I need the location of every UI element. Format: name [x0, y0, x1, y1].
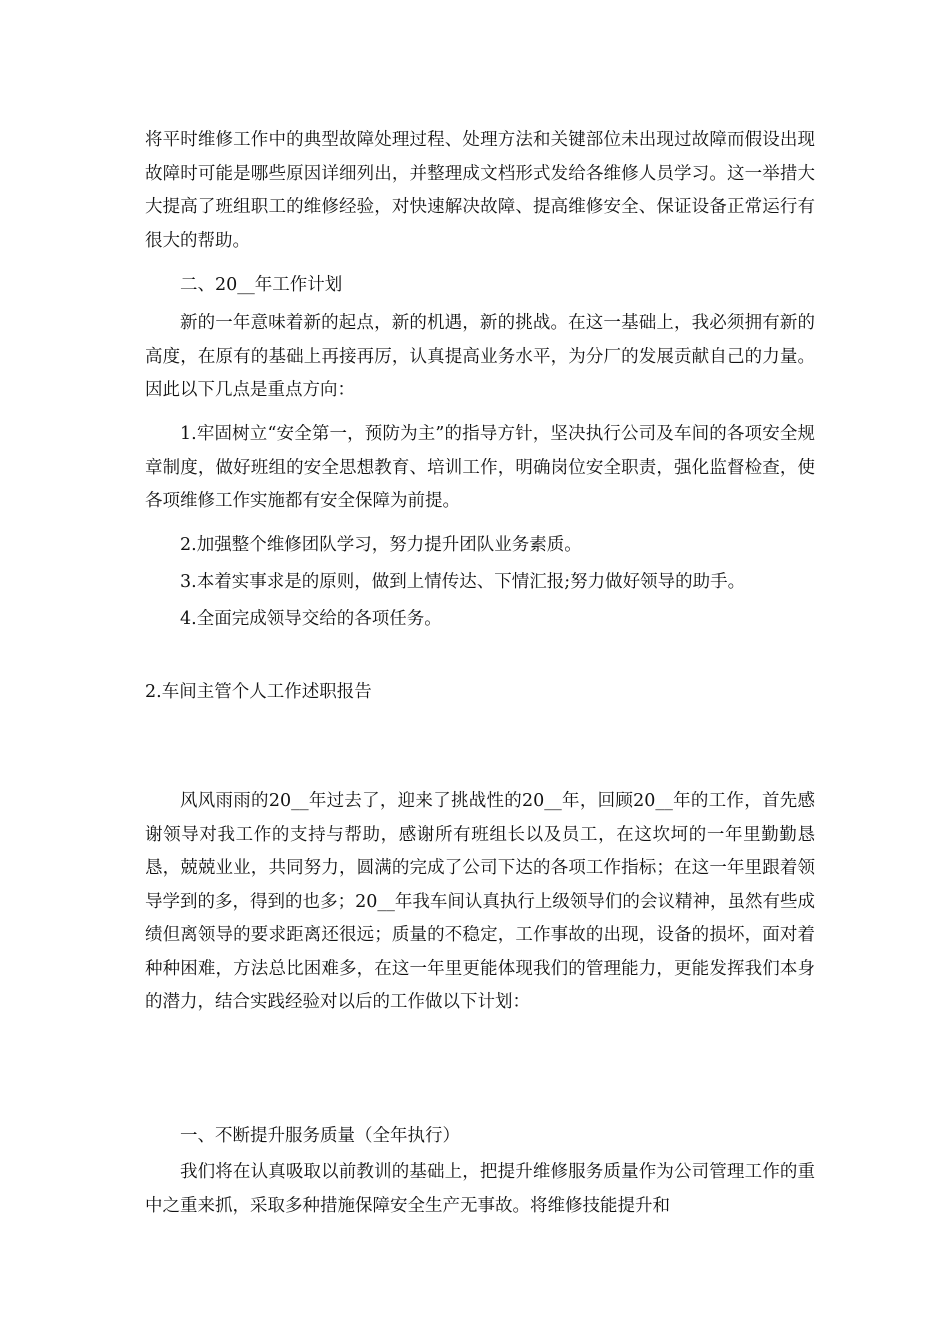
- report-paragraph-2: 我们将在认真吸取以前教训的基础上，把提升维修服务质量作为公司管理工作的重中之重来抓，采取多种措施保障安全生产无事故。将维修技能提升和: [145, 1162, 815, 1216]
- section-heading-service-quality: 一、不断提升服务质量（全年执行）: [180, 1126, 460, 1146]
- plan-item-1: 1.牢固树立“安全第一，预防为主”的指导方针，坚决执行公司及车间的各项安全规章制度，做好班组的安全思想教育、培训工作，明确岗位安全职责，强化监督检查，使各项维修工作实施都有安全保障为前提。: [145, 424, 815, 511]
- report-title: 2.车间主管个人工作述职报告: [145, 682, 372, 702]
- plan-item-3: 3.本着实事求是的原则，做到上情传达、下情汇报;努力做好领导的助手。: [180, 572, 746, 592]
- plan-item-4: 4.全面完成领导交给的各项任务。: [180, 609, 442, 629]
- report-paragraph-1: 风风雨雨的20__年过去了，迎来了挑战性的20__年，回顾20__年的工作，首先感谢领导对我工作的支持与帮助，感谢所有班组长以及员工，在这坎坷的一年里勤勤恳恳，兢兢业业，共同努力，圆满的完成了公司下达的各项工作指标；在这一年里跟着领导学到的多，得到的也多；20__年我车间认真执行上级领导们的会议精神，虽然有些成绩但离领导的要求距离还很远；质量的不稳定，工作事故的出现，设备的损坏，面对着种种困难，方法总比困难多，在这一年里更能体现我们的管理能力，更能发挥我们本身的潜力，结合实践经验对以后的工作做以下计划：: [145, 791, 815, 1012]
- continued-paragraph: 将平时维修工作中的典型故障处理过程、处理方法和关键部位未出现过故障而假设出现故障时可能是哪些原因详细列出，并整理成文档形式发给各维修人员学习。这一举措大大提高了班组职工的维修经验，对快速解决故障、提高维修安全、保证设备正常运行有很大的帮助。: [145, 130, 815, 251]
- plan-item-2: 2.加强整个维修团队学习，努力提升团队业务素质。: [180, 535, 582, 555]
- section-heading-work-plan: 二、20__年工作计划: [180, 275, 343, 295]
- plan-intro-paragraph: 新的一年意味着新的起点，新的机遇，新的挑战。在这一基础上，我必须拥有新的高度，在原有的基础上再接再厉，认真提高业务水平，为分厂的发展贡献自己的力量。因此以下几点是重点方向：: [145, 313, 815, 400]
